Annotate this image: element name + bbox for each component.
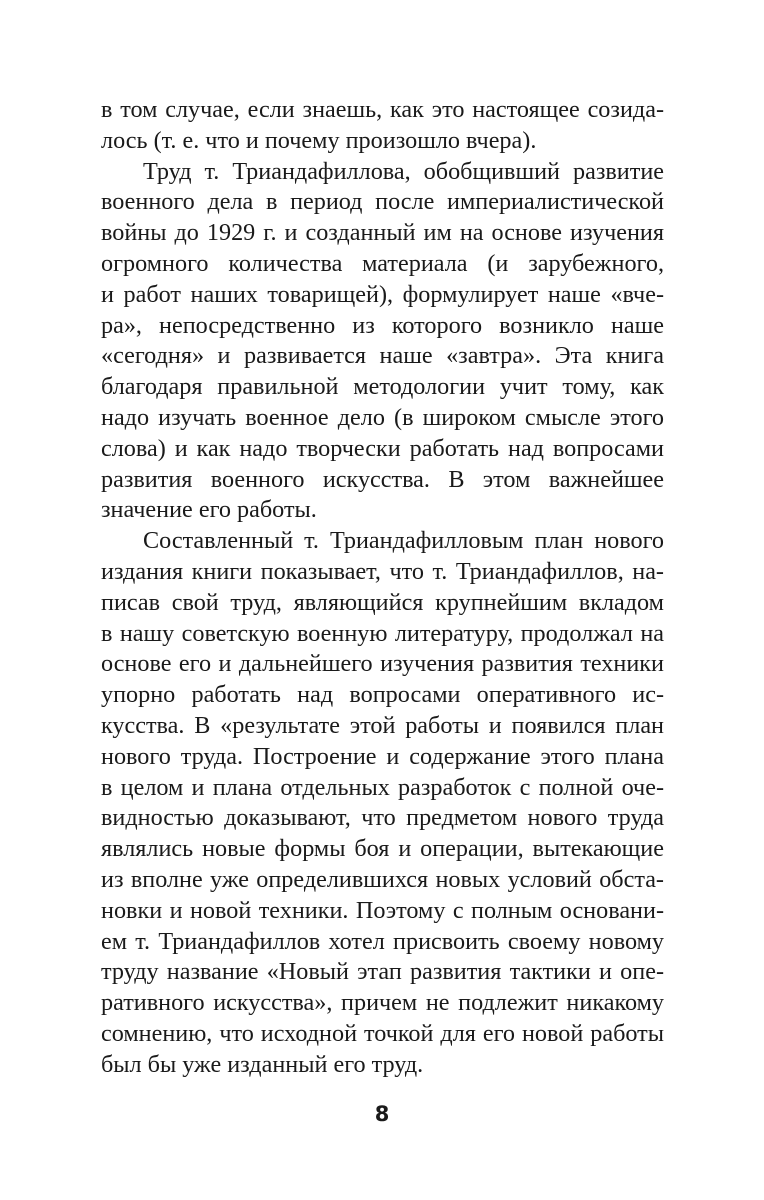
text-line: ра», непосредственно из которого возникло наше bbox=[101, 311, 664, 339]
text-line: сомнению, что исходной точкой для его новой работы bbox=[101, 1019, 664, 1047]
text-line: нового труда. Построение и содержание этого плана bbox=[101, 742, 664, 770]
text-line: войны до 1929 г. и созданный им на основе изучения bbox=[101, 219, 664, 247]
text-line: надо изучать военное дело (в широком смысле этого bbox=[101, 403, 664, 431]
paragraph bbox=[101, 95, 664, 157]
text-line: в целом и плана отдельных разработок с полной оче- bbox=[101, 773, 664, 801]
paragraph bbox=[101, 157, 664, 527]
text-line: огромного количества материала (и зарубежного, bbox=[101, 249, 664, 277]
text-line: издания книги показывает, что т. Триандафиллов, на- bbox=[101, 557, 664, 585]
text-line: значение его работы. bbox=[101, 496, 317, 524]
page-number: 8 bbox=[374, 1102, 390, 1126]
text-line: «сегодня» и развивается наше «завтра». Эта книга bbox=[101, 342, 664, 370]
text-line: Труд т. Триандафиллова, обобщивший развитие bbox=[143, 157, 664, 185]
text-line: кусства. В «результате этой работы и появился план bbox=[101, 711, 664, 739]
text-line: был бы уже изданный его труд. bbox=[101, 1050, 424, 1078]
text-line: лось (т. е. что и почему произошло вчера). bbox=[101, 126, 537, 154]
text-line: и работ наших товарищей), формулирует наше «вче- bbox=[101, 280, 664, 308]
text-line: писав свой труд, являющийся крупнейшим вкладом bbox=[101, 588, 664, 616]
text-line: труду название «Новый этап развития тактики и опе- bbox=[101, 958, 664, 986]
text-line: благодаря правильной методологии учит тому, как bbox=[101, 373, 664, 401]
text-line: новки и новой техники. Поэтому с полным основани- bbox=[101, 896, 664, 924]
text-line: военного дела в период после империалистической bbox=[101, 188, 664, 216]
text-line: в том случае, если знаешь, как это настоящее созида- bbox=[101, 96, 664, 123]
body-text bbox=[101, 95, 664, 1081]
text-line: ем т. Триандафиллов хотел присвоить своему новому bbox=[101, 927, 664, 955]
text-line: видностью доказывают, что предметом нового труда bbox=[101, 804, 664, 832]
text-line: являлись новые формы боя и операции, вытекающие bbox=[101, 835, 664, 863]
text-line: основе его и дальнейшего изучения развития техники bbox=[101, 650, 664, 678]
paragraph bbox=[101, 526, 664, 1080]
text-line: упорно работать над вопросами оперативного ис- bbox=[101, 681, 664, 709]
text-line: Составленный т. Триандафилловым план нового bbox=[143, 527, 664, 555]
text-line: развития военного искусства. В этом важнейшее bbox=[101, 465, 664, 493]
text-line: слова) и как надо творчески работать над вопросами bbox=[101, 434, 664, 462]
text-line: из вполне уже определившихся новых условий обста- bbox=[101, 865, 664, 893]
text-line: в нашу советскую военную литературу, продолжал на bbox=[101, 619, 664, 647]
text-line: ративного искусства», причем не подлежит никакому bbox=[101, 989, 664, 1017]
